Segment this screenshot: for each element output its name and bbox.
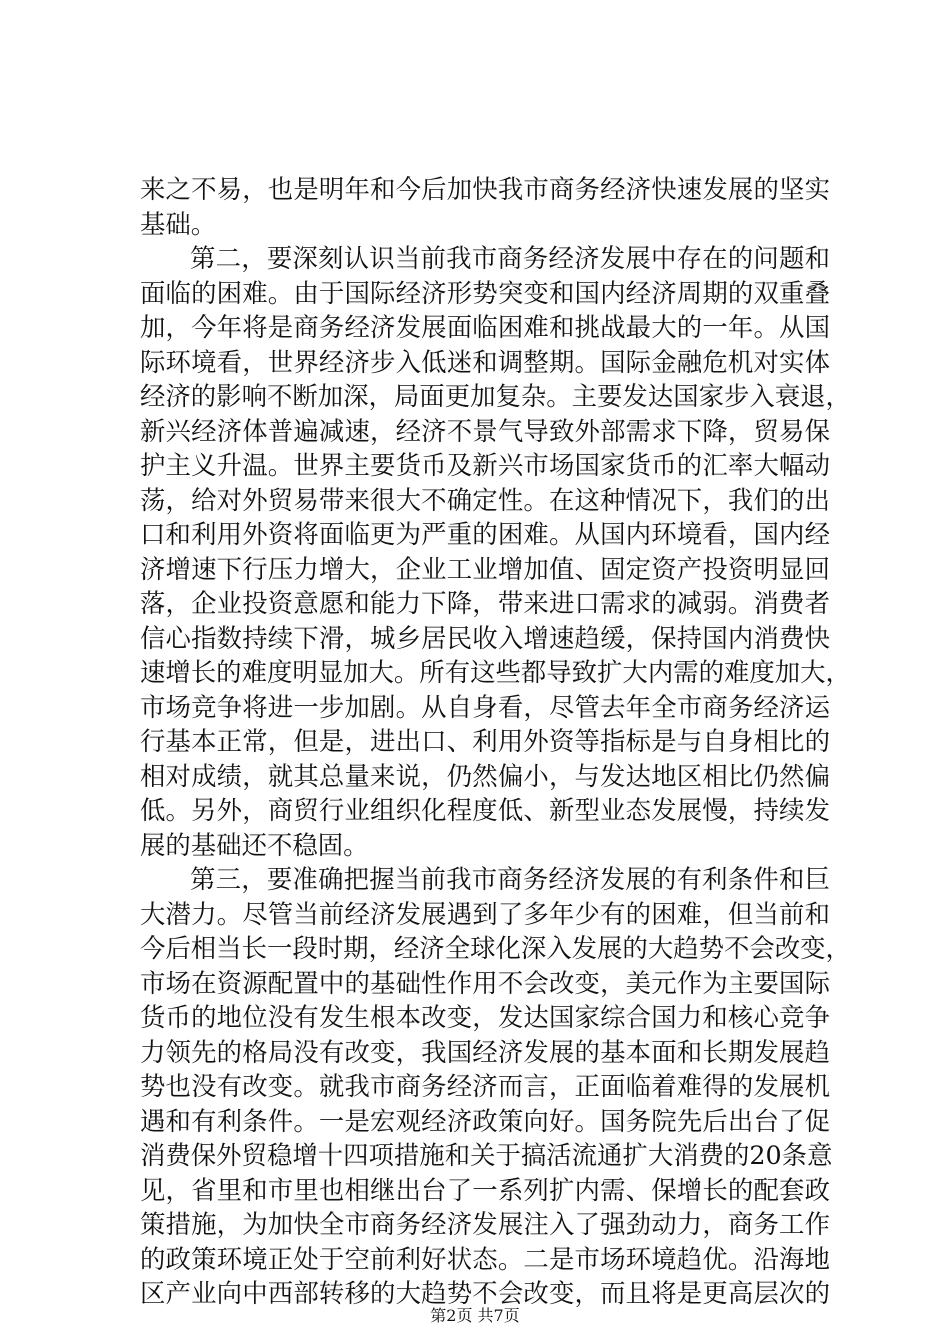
text-line: 低。另外，商贸行业组织化程度低、新型业态发展慢，持续发 xyxy=(140,795,830,825)
text-line: 展的基础还不稳固。 xyxy=(140,829,369,860)
text-line: 的政策环境正处于空前利好状态。二是市场环境趋优。沿海地 xyxy=(140,1243,830,1274)
text-line: 力领先的格局没有改变，我国经济发展的基本面和长期发展趋 xyxy=(140,1036,830,1067)
text-line: 大潜力。尽管当前经济发展遇到了多年少有的困难，但当前和 xyxy=(140,898,830,929)
text-line: 际环境看，世界经济步入低迷和调整期。国际金融危机对实体 xyxy=(140,346,830,377)
text-line: 口和利用外资将面临更为严重的困难。从国内环境看，国内经 xyxy=(140,519,830,549)
text-line: 信心指数持续下滑，城乡居民收入增速趋缓，保持国内消费快 xyxy=(140,622,830,653)
text-line: 经济的影响不断加深，局面更加复杂。主要发达国家步入衰退， xyxy=(140,381,851,411)
text-line: 市场竞争将进一步加剧。从自身看，尽管去年全市商务经济运 xyxy=(140,691,830,722)
text-line: 消费保外贸稳增十四项措施和关于搞活流通扩大消费的20条意 xyxy=(140,1140,833,1170)
text-line: 市场在资源配置中的基础性作用不会改变，美元作为主要国际 xyxy=(140,967,830,998)
text-line: 策措施，为加快全市商务经济发展注入了强劲动力，商务工作 xyxy=(140,1209,830,1239)
text-line: 相对成绩，就其总量来说，仍然偏小，与发达地区相比仍然偏 xyxy=(140,760,830,791)
text-line: 见，省里和市里也相继出台了一系列扩内需、保增长的配套政 xyxy=(140,1174,830,1205)
text-line: 行基本正常，但是，进出口、利用外资等指标是与自身相比的 xyxy=(140,726,830,756)
text-line: 新兴经济体普遍减速，经济不景气导致外部需求下降，贸易保 xyxy=(140,415,830,446)
text-line: 面临的困难。由于国际经济形势突变和国内经济周期的双重叠 xyxy=(140,277,830,308)
text-line: 护主义升温。世界主要货币及新兴市场国家货币的汇率大幅动 xyxy=(140,450,830,480)
text-line: 加，今年将是商务经济发展面临困难和挑战最大的一年。从国 xyxy=(140,312,830,342)
text-line: 荡，给对外贸易带来很大不确定性。在这种情况下，我们的出 xyxy=(140,484,830,515)
text-line: 今后相当长一段时期，经济全球化深入发展的大趋势不会改变， xyxy=(140,933,851,963)
text-line: 落，企业投资意愿和能力下降，带来进口需求的减弱。消费者 xyxy=(140,588,830,618)
text-line: 货币的地位没有发生根本改变，发达国家综合国力和核心竞争 xyxy=(140,1002,830,1032)
paragraph-start-line: 第二，要深刻认识当前我市商务经济发展中存在的问题和 xyxy=(190,243,830,273)
text-line: 基础。 xyxy=(140,208,217,239)
page-footer: 第2页 共7页 xyxy=(430,1306,520,1325)
text-line: 区产业向中西部转移的大趋势不会改变，而且将是更高层次的 xyxy=(140,1278,830,1308)
text-line: 遇和有利条件。一是宏观经济政策向好。国务院先后出台了促 xyxy=(140,1105,830,1136)
text-line: 速增长的难度明显加大。所有这些都导致扩大内需的难度加大， xyxy=(140,657,851,687)
text-line: 势也没有改变。就我市商务经济而言，正面临着难得的发展机 xyxy=(140,1071,830,1101)
body-text xyxy=(140,172,851,1311)
text-line: 济增速下行压力增大，企业工业增加值、固定资产投资明显回 xyxy=(140,553,830,584)
text-line: 来之不易，也是明年和今后加快我市商务经济快速发展的坚实 xyxy=(140,174,830,204)
paragraph-start-line: 第三，要准确把握当前我市商务经济发展的有利条件和巨 xyxy=(190,864,830,894)
